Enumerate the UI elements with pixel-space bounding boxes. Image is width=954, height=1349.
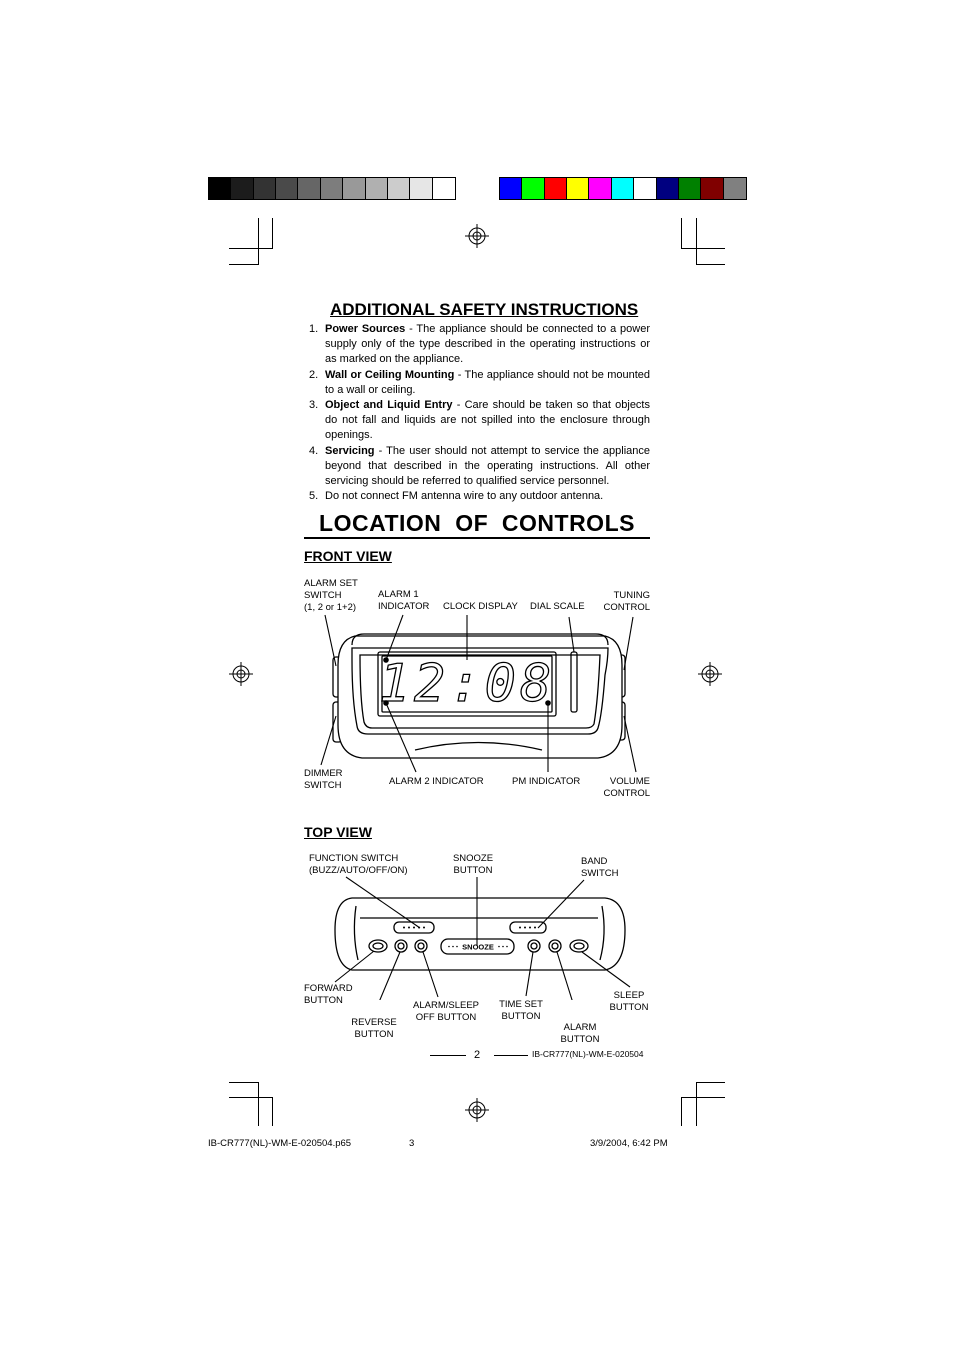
reverse-button-label: REVERSE BUTTON <box>351 1017 397 1040</box>
registration-mark-icon <box>229 662 253 686</box>
calibration-swatch <box>679 178 701 199</box>
calibration-swatch <box>522 178 544 199</box>
safety-heading: ADDITIONAL SAFETY INSTRUCTIONS <box>330 300 639 319</box>
calibration-swatch <box>388 178 410 199</box>
page-number: 2 <box>474 1049 481 1061</box>
calibration-swatch <box>433 178 455 199</box>
list-item: 5. Do not connect FM antenna wire to any outdoor antenna. <box>309 490 604 503</box>
document-code: IB-CR777(NL)-WM-E-020504 <box>532 1049 644 1059</box>
front-view-heading: FRONT VIEW <box>304 548 392 564</box>
calibration-swatch <box>276 178 298 199</box>
alarm2-indicator-label: ALARM 2 INDICATOR <box>389 776 484 787</box>
calibration-swatch <box>366 178 388 199</box>
registration-mark-icon <box>698 662 722 686</box>
page-number-rule <box>430 1055 466 1056</box>
function-switch-label: FUNCTION SWITCH (BUZZ/AUTO/OFF/ON) <box>309 853 408 876</box>
clock-display-label: CLOCK DISPLAY <box>443 601 518 612</box>
calibration-swatch <box>589 178 611 199</box>
top-view-diagram <box>300 870 660 1000</box>
dimmer-switch-label: DIMMER SWITCH <box>304 768 343 791</box>
registration-mark-icon <box>465 1098 489 1122</box>
list-item: 3. Object and Liquid Entry - Care should be taken so that objects do not fall and liquids are not spilled into the enclosure through openings. <box>309 399 650 442</box>
list-item: 2. Wall or Ceiling Mounting - The appliance should not be mounted to a wall or ceiling. <box>309 368 650 396</box>
list-item: 1. Power Sources - The appliance should be connected to a power supply only of the type described in the operating instructions or as marked on the appliance. <box>309 323 650 366</box>
calibration-swatch <box>410 178 432 199</box>
clock-display-digits: 12:08 <box>378 654 556 714</box>
pm-indicator-label: PM INDICATOR <box>512 776 581 787</box>
calibration-swatch <box>567 178 589 199</box>
calibration-swatch <box>298 178 320 199</box>
color-calibration-bar <box>499 177 747 200</box>
dial-scale-label: DIAL SCALE <box>530 601 585 612</box>
alarm-sleep-off-button-label: ALARM/SLEEP OFF BUTTON <box>413 1000 479 1023</box>
forward-button-label: FORWARD BUTTON <box>304 983 353 1006</box>
snooze-bar-text: SNOOZE <box>462 942 494 952</box>
calibration-swatch <box>321 178 343 199</box>
sleep-button-label: SLEEP BUTTON <box>609 990 649 1013</box>
registration-mark-icon <box>465 224 489 248</box>
alarm-set-switch-label: ALARM SET SWITCH (1, 2 or 1+2) <box>304 578 358 613</box>
calibration-swatch <box>612 178 634 199</box>
calibration-swatch <box>231 178 253 199</box>
calibration-swatch <box>343 178 365 199</box>
time-set-button-label: TIME SET BUTTON <box>499 999 543 1022</box>
calibration-swatch <box>254 178 276 199</box>
location-heading: LOCATION OF CONTROLS <box>319 510 635 536</box>
snooze-button-label: SNOOZE BUTTON <box>452 853 494 876</box>
alarm-button-label: ALARM BUTTON <box>560 1022 600 1045</box>
calibration-swatch <box>657 178 679 199</box>
top-view-heading: TOP VIEW <box>304 824 372 840</box>
calibration-swatch <box>634 178 656 199</box>
list-item: 4. Servicing - The user should not attempt to service the appliance beyond that described in the operating instructions. All other servicing should be referred to qualified service personnel. <box>309 444 650 488</box>
footer-filename: IB-CR777(NL)-WM-E-020504.p65 <box>208 1138 352 1149</box>
page-number-rule <box>494 1055 528 1056</box>
safety-list <box>304 322 650 504</box>
volume-control-label: VOLUME CONTROL <box>603 776 650 799</box>
calibration-swatch <box>500 178 522 199</box>
grayscale-calibration-bar <box>208 177 456 200</box>
band-switch-label: BAND SWITCH <box>581 856 619 879</box>
footer-date: 3/9/2004, 6:42 PM <box>590 1138 668 1149</box>
calibration-swatch <box>545 178 567 199</box>
alarm1-indicator-label: ALARM 1 INDICATOR <box>378 589 430 612</box>
tuning-control-label: TUNING CONTROL <box>603 590 650 613</box>
calibration-swatch <box>209 178 231 199</box>
footer-page: 3 <box>409 1138 415 1149</box>
heading-rule <box>304 537 650 539</box>
calibration-swatch <box>724 178 746 199</box>
front-view-diagram <box>300 610 660 780</box>
calibration-swatch <box>701 178 723 199</box>
